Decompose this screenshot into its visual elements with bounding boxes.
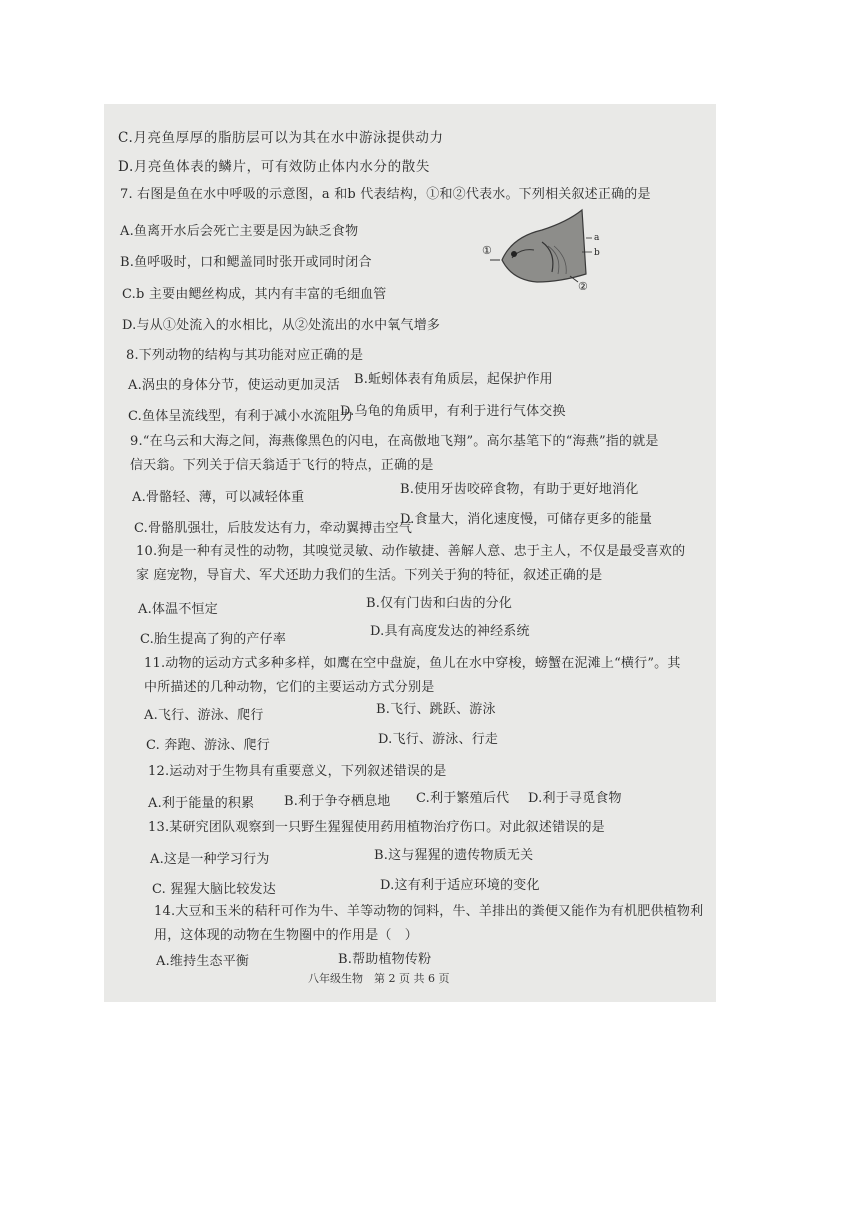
q7-option-b: B.鱼呼吸时，口和鳃盖同时张开或同时闭合: [120, 255, 372, 270]
q8-option-c: C.鱼体呈流线型，有利于减小水流阻力: [128, 409, 354, 424]
q7-option-c: C.b 主要由鳃丝构成，其内有丰富的毛细血管: [122, 287, 387, 302]
q11-option-d: D.飞行、游泳、行走: [378, 732, 499, 747]
question-8: 8.下列动物的结构与其功能对应正确的是: [126, 348, 364, 363]
q11-option-c: C. 奔跑、游泳、爬行: [146, 738, 270, 753]
question-7: 7. 右图是鱼在水中呼吸的示意图，a 和b 代表结构，①和②代表水。下列相关叙述正确的是: [120, 187, 651, 202]
q9-option-b: B.使用牙齿咬碎食物，有助于更好地消化: [400, 482, 639, 497]
question-13: 13.某研究团队观察到一只野生猩猩使用药用植物治疗伤口。对此叙述错误的是: [148, 820, 605, 835]
figure-label-2: ②: [578, 280, 588, 290]
q9-option-c: C.骨骼肌强壮，后肢发达有力，牵动翼搏击空气: [134, 521, 413, 536]
q12-option-c: C.利于繁殖后代: [416, 791, 510, 806]
question-14-line1: 14.大豆和玉米的秸秆可作为牛、羊等动物的饲料，牛、羊排出的粪便又能作为有机肥供植物利: [154, 904, 704, 919]
page-footer: 八年级生物 第 2 页 共 6 页: [308, 972, 450, 985]
question-9-line2: 信天翁。下列关于信天翁适于飞行的特点，正确的是: [130, 458, 434, 473]
question-12: 12.运动对于生物具有重要意义，下列叙述错误的是: [148, 764, 447, 779]
q9-option-d: D.食量大，消化速度慢，可储存更多的能量: [400, 512, 653, 527]
question-9-line1: 9.“在乌云和大海之间，海燕像黑色的闪电，在高傲地飞翔”。高尔基笔下的“海燕”指的就是: [130, 434, 659, 449]
question-10-line1: 10.狗是一种有灵性的动物，其嗅觉灵敏、动作敏捷、善解人意、忠于主人，不仅是最受喜欢的: [136, 544, 686, 559]
q13-option-b: B.这与猩猩的遗传物质无关: [374, 848, 534, 863]
q13-option-c: C. 猩猩大脑比较发达: [152, 882, 276, 897]
figure-label-b: b: [594, 248, 600, 258]
question-10-line2: 家 庭宠物，导盲犬、军犬还助力我们的生活。下列关于狗的特征，叙述正确的是: [136, 568, 603, 583]
q14-option-b: B.帮助植物传粉: [338, 952, 432, 967]
q6-option-d: D.月亮鱼体表的鳞片，可有效防止体内水分的散失: [118, 159, 430, 175]
q12-option-d: D.利于寻觅食物: [528, 791, 622, 806]
q10-option-a: A.体温不恒定: [138, 602, 218, 617]
q11-option-b: B.飞行、跳跃、游泳: [376, 702, 496, 717]
q12-option-a: A.利于能量的积累: [148, 796, 255, 811]
fish-respiration-figure: [482, 202, 602, 290]
q10-option-b: B.仅有门齿和臼齿的分化: [366, 596, 513, 611]
figure-label-a: a: [594, 233, 600, 243]
q7-option-a: A.鱼离开水后会死亡主要是因为缺乏食物: [120, 224, 359, 239]
exam-page-photo: [104, 104, 716, 1002]
question-14-line2: 用，这体现的动物在生物圈中的作用是（ ）: [154, 928, 419, 943]
q11-option-a: A.飞行、游泳、爬行: [144, 708, 264, 723]
q9-option-a: A.骨骼轻、薄，可以减轻体重: [132, 490, 305, 505]
q13-option-d: D.这有利于适应环境的变化: [380, 878, 540, 893]
q12-option-b: B.利于争夺栖息地: [284, 794, 391, 809]
q8-option-d: D.乌龟的角质甲，有利于进行气体交换: [340, 404, 566, 419]
q13-option-a: A.这是一种学习行为: [150, 852, 270, 867]
q6-option-c: C.月亮鱼厚厚的脂肪层可以为其在水中游泳提供动力: [118, 130, 444, 146]
question-11-line2: 中所描述的几种动物，它们的主要运动方式分别是: [144, 680, 435, 695]
figure-label-1: ①: [482, 244, 492, 257]
q14-option-a: A.维持生态平衡: [156, 954, 250, 969]
q10-option-c: C.胎生提高了狗的产仔率: [140, 632, 287, 647]
q7-option-d: D.与从①处流入的水相比，从②处流出的水中氧气增多: [122, 318, 441, 333]
q10-option-d: D.具有高度发达的神经系统: [370, 624, 530, 639]
q8-option-a: A.涡虫的身体分节，使运动更加灵活: [128, 378, 340, 393]
q8-option-b: B.蚯蚓体表有角质层，起保护作用: [354, 372, 553, 387]
question-11-line1: 11.动物的运动方式多种多样，如鹰在空中盘旋，鱼儿在水中穿梭，螃蟹在泥滩上“横行”。其: [144, 656, 681, 671]
